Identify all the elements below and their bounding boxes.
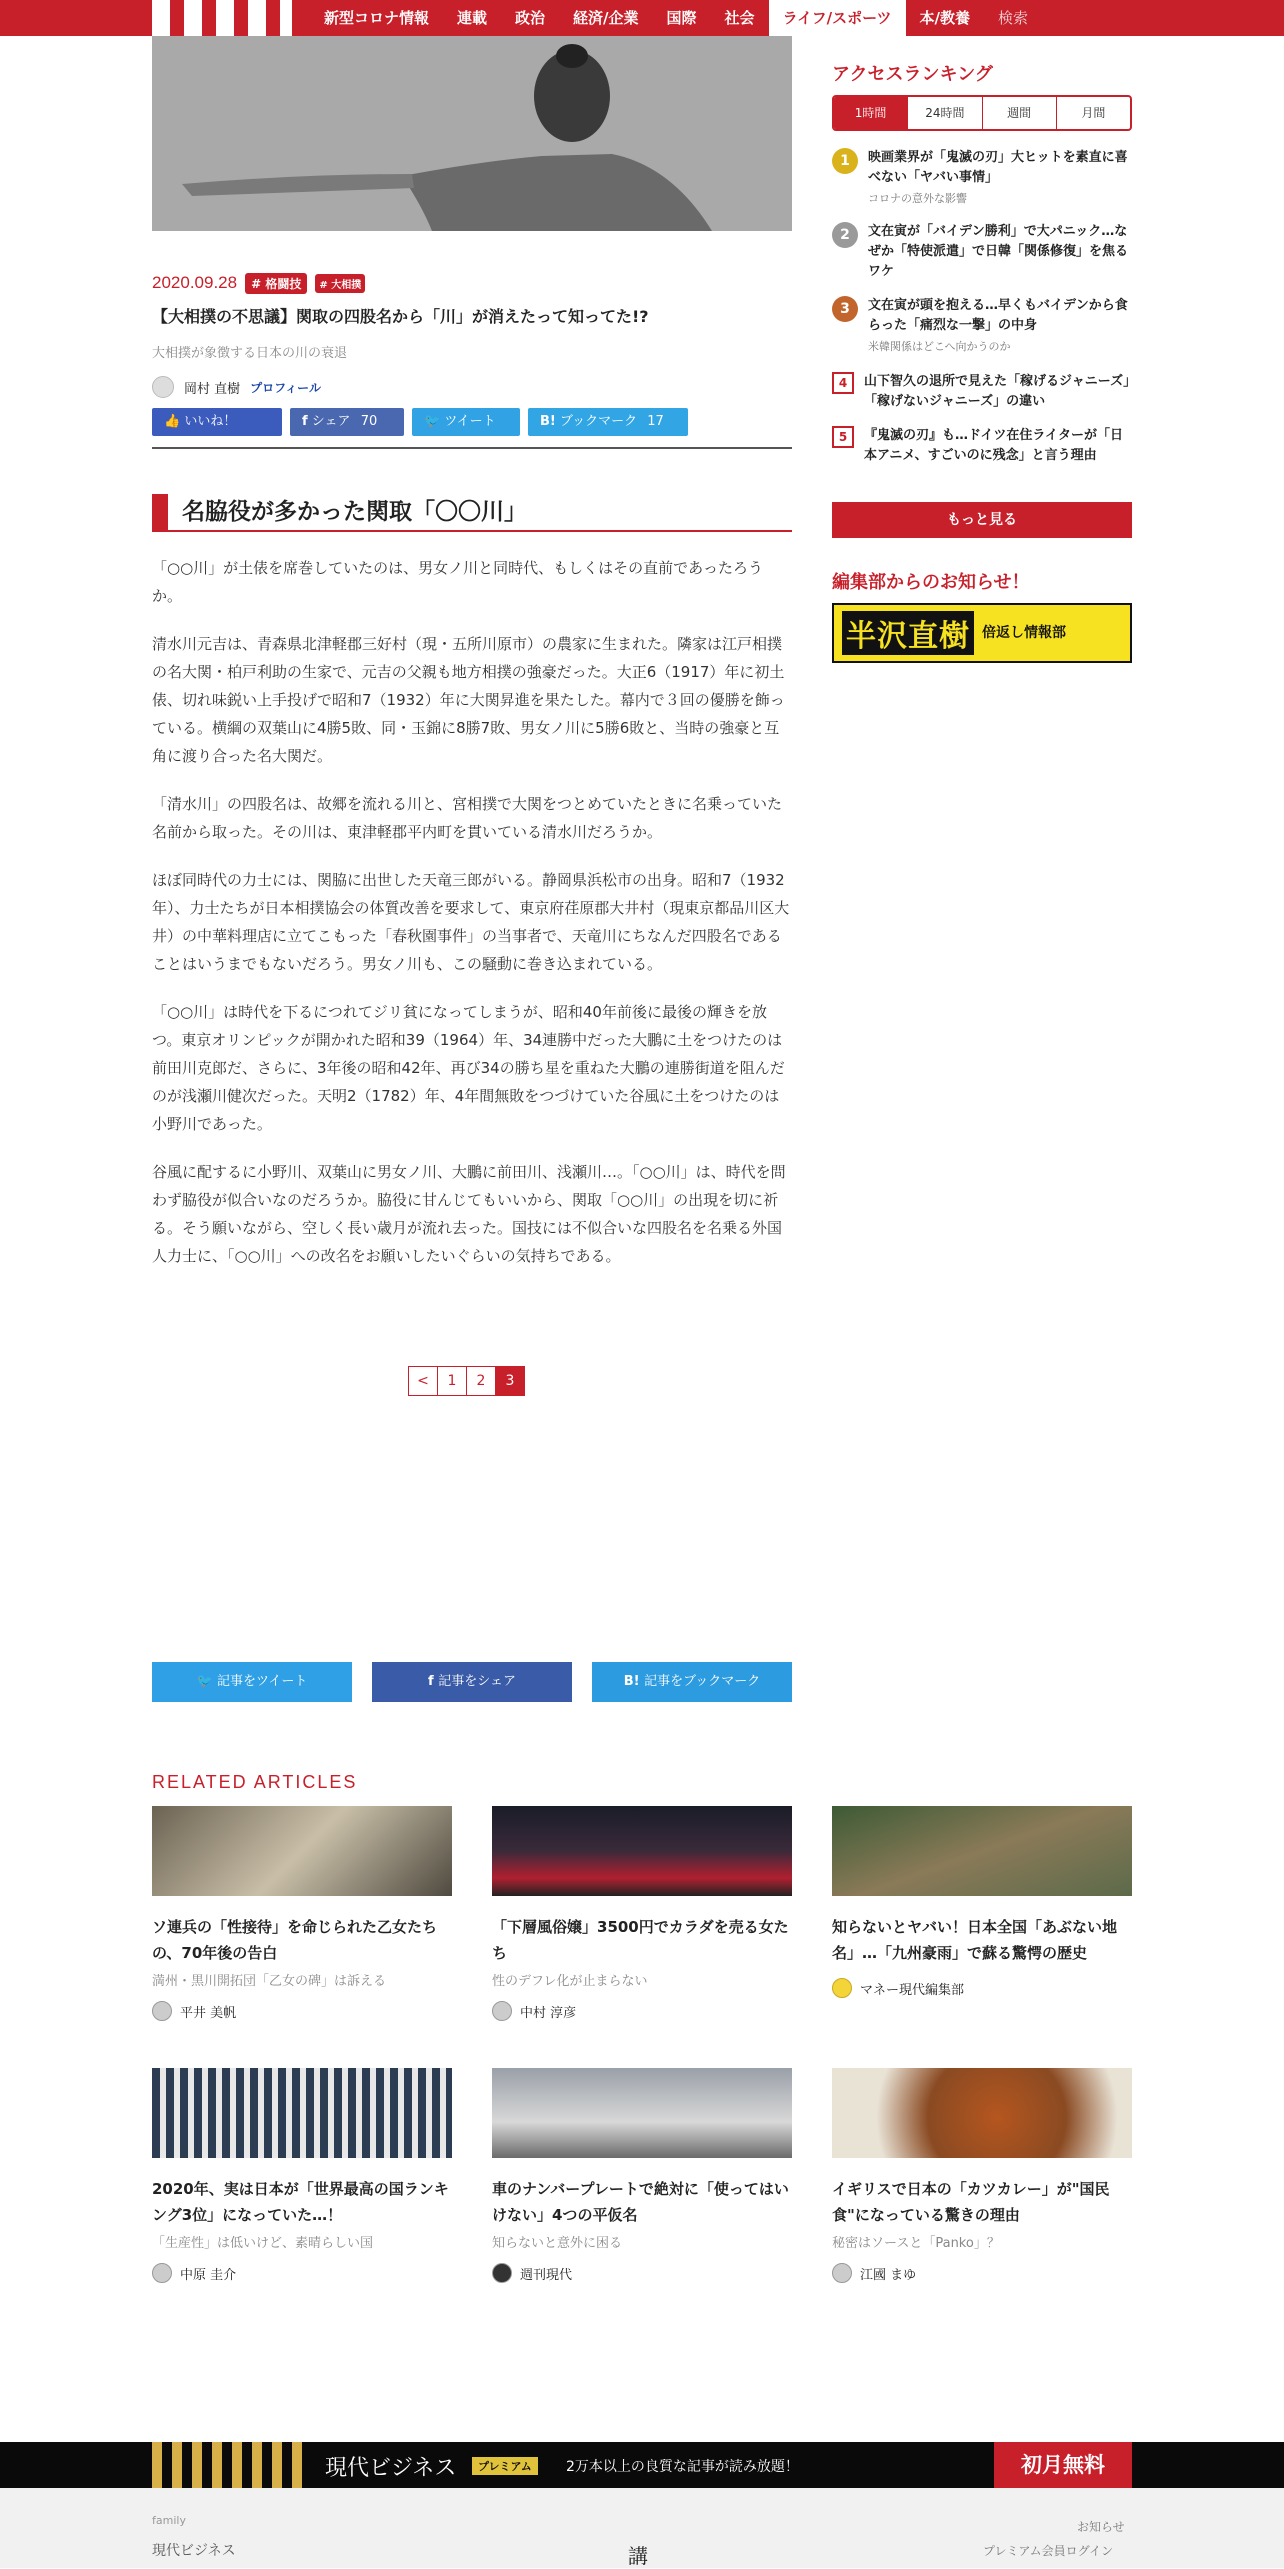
tweet-label: ツイート — [444, 414, 496, 429]
ranking-title[interactable]: 文在寅が「バイデン勝利」で大パニック…なぜか「特使派遣」で日韓「関係修復」を焦るワケ — [868, 224, 1129, 279]
hatena-icon: B! — [540, 414, 556, 429]
ranking-heading: アクセスランキング — [832, 64, 993, 85]
avatar — [152, 2001, 172, 2021]
related-thumbnail[interactable] — [152, 2068, 452, 2158]
footer-site-logo[interactable]: 現代ビジネス — [152, 2543, 236, 2559]
article-date: 2020.09.28 — [152, 273, 238, 292]
avatar — [832, 1978, 852, 1998]
like-label: いいね！ — [184, 414, 237, 429]
paragraph: 谷風に配するに小野川、双葉山に男女ノ川、大鵬に前田川、浅瀬川…。「○○川」は、時代を問わず脇役が似合いなのだろうか。脇役に甘んじてもいいから、関取「○○川」の出現を切に祈る。そう願いながら、空しく長い歳月が流れ去った。国技には不似合いな四股名を名乗る外国人力士に、「○○川」への改名をお願いしたいぐらいの気持ちである。 — [152, 1163, 786, 1265]
author-row — [152, 375, 321, 399]
nav-item-corona[interactable]: 新型コロナ情報 — [324, 9, 430, 27]
avatar — [492, 2001, 512, 2021]
rank-badge: 5 — [832, 426, 854, 448]
paragraph: ほぼ同時代の力士には、関脇に出世した天竜三郎がいる。静岡県浜松市の出身。昭和7（1932年）、力士たちが日本相撲協会の体質改善を要求して、東京府荏原郡大井村（現東京都品川区大井）の中華料理店に立てこもった「春秋園事件」の当事者で、天竜川にちなんだ四股名であることはいうまでもないだろう。男女ノ川も、この騒動に巻き込まれている。 — [152, 871, 790, 973]
twitter-icon: 🐦 — [424, 414, 441, 429]
article-tweet-label: 記事をツイート — [216, 1674, 308, 1689]
nav-item-series[interactable]: 連載 — [457, 9, 488, 27]
ranking-title[interactable]: 山下智久の退所で見えた「稼げるジャニーズ」「稼げないジャニーズ」の違い — [864, 374, 1130, 409]
related-author — [492, 2263, 792, 2283]
related-heading: RELATED ARTICLES — [152, 1772, 358, 1792]
pager-page-1[interactable]: 1 — [437, 1366, 467, 1396]
related-article[interactable] — [832, 2068, 1132, 2283]
ranking-sub: 米韓関係はどこへ向かうのか — [868, 340, 1011, 353]
facebook-icon: f — [428, 1674, 439, 1689]
article-bookmark-label: 記事をブックマーク — [644, 1674, 761, 1689]
author-name: 江國 まゆ — [860, 2267, 917, 2283]
article-title: 【大相撲の不思議】関取の四股名から「川」が消えたって知ってた!? — [152, 307, 649, 326]
related-thumbnail[interactable] — [492, 1806, 792, 1896]
related-author — [832, 1978, 1132, 1998]
nav-item-search[interactable]: 検索 — [998, 9, 1029, 27]
fb-share-label: シェア — [311, 414, 351, 429]
ranking-sub: コロナの意外な影響 — [868, 192, 967, 205]
related-article[interactable] — [152, 2068, 452, 2283]
profile-link[interactable]: プロフィール — [250, 380, 321, 395]
author-name: マネー現代編集部 — [860, 1982, 965, 1998]
paragraph: 清水川元吉は、青森県北津軽郡三好村（現・五所川原市）の農家に生まれた。隣家は江戸相撲の名大関・柏戸利助の生家で、元吉の父親も地方相撲の強豪だった。大正6（1917）年に初土俵、切れ味鋭い上手投げで昭和7（1932）年に大関昇進を果たした。幕内で３回の優勝を飾っている。横綱の双葉山に4勝5敗、同・玉錦に8勝7敗、男女ノ川に5勝6敗と、当時の強豪と互角に渡り合った名大関だ。 — [152, 635, 785, 765]
related-author — [832, 2263, 1132, 2283]
ranking-item[interactable] — [832, 222, 1132, 282]
tab-24h[interactable]: 24時間 — [907, 97, 981, 129]
twitter-icon: 🐦 — [196, 1674, 217, 1689]
like-button[interactable] — [152, 408, 282, 436]
related-author — [492, 2001, 792, 2021]
footer-login-link[interactable]: プレミアム会員ログイン — [983, 2544, 1114, 2558]
related-thumbnail[interactable] — [152, 1806, 452, 1896]
bottom-share-row — [152, 1662, 792, 1702]
tag-martial-arts[interactable]: # 格闘技 — [245, 273, 307, 294]
rank-badge: 3 — [832, 296, 858, 322]
ranking-item[interactable] — [832, 296, 1132, 354]
hatena-count: 17 — [647, 414, 664, 429]
footer — [0, 2488, 1284, 2568]
pager-prev[interactable]: < — [408, 1366, 438, 1396]
top-nav — [0, 0, 1284, 36]
site-logo[interactable] — [152, 0, 292, 36]
hatena-icon: B! — [623, 1674, 645, 1689]
related-subtitle: 性のデフレ化が止まらない — [492, 1974, 648, 1989]
tab-monthly[interactable]: 月間 — [1056, 97, 1130, 129]
article-bookmark-button[interactable] — [592, 1662, 792, 1702]
related-subtitle: 知らないと意外に困る — [492, 2236, 623, 2251]
more-button[interactable]: もっと見る — [832, 502, 1132, 538]
footer-notice-link[interactable]: お知らせ — [1077, 2520, 1125, 2534]
author-name: 中村 淳彦 — [520, 2005, 577, 2021]
nav-item-life-sports[interactable]: ライフ/スポーツ — [769, 0, 906, 36]
hatena-bookmark-button[interactable] — [528, 408, 688, 436]
rank-badge: 2 — [832, 222, 858, 248]
banner-subtitle: 倍返し情報部 — [982, 625, 1066, 641]
pagination — [408, 1366, 524, 1396]
tag-sumo[interactable]: # 大相撲 — [315, 274, 365, 293]
premium-name: 現代ビジネス — [325, 2456, 457, 2481]
related-thumbnail[interactable] — [492, 2068, 792, 2158]
related-thumbnail[interactable] — [832, 2068, 1132, 2158]
author-avatar — [152, 376, 174, 398]
tweet-button[interactable] — [412, 408, 520, 436]
premium-text: 2万本以上の良質な記事が読み放題！ — [566, 2459, 799, 2475]
share-row — [152, 408, 688, 436]
ranking-title[interactable]: 『鬼滅の刃』も…ドイツ在住ライターが「日本アニメ、すごいのに残念」と言う理由 — [864, 428, 1123, 463]
related-author — [152, 2001, 452, 2021]
footer-kodansha-logo[interactable]: 講 — [628, 2544, 648, 2568]
ranking-title[interactable]: 映画業界が「鬼滅の刃」大ヒットを素直に喜べない「ヤバい事情」 — [868, 150, 1128, 185]
related-article[interactable] — [832, 1806, 1132, 1998]
paragraph: 「○○川」は時代を下るにつれてジリ貧になってしまうが、昭和40年前後に最後の輝きを放つ。東京オリンピックが開かれた昭和39（1964）年、34連勝中だった大鵬に土をつけたのは前田川克郎だ、さらに、3年後の昭和42年、再び34の勝ち星を重ねた大鵬の連勝街道を阻んだのが浅瀬川健次だった。天明2（1782）年、4年間無敗をつづけていた谷風に土をつけたのは小野川であった。 — [152, 1003, 785, 1133]
pager-page-3[interactable]: 3 — [495, 1366, 525, 1396]
hanzawa-banner[interactable] — [832, 603, 1132, 663]
paragraph: 「○○川」が土俵を席巻していたのは、男女ノ川と同時代、もしくはその直前であったろうか。 — [152, 559, 764, 605]
footer-family: family — [152, 2514, 186, 2527]
fb-share-count: 70 — [360, 414, 378, 429]
divider — [152, 447, 792, 449]
facebook-share-button[interactable] — [290, 408, 404, 436]
article-subtitle: 大相撲が象徴する日本の川の衰退 — [152, 346, 348, 361]
ranking-item[interactable] — [832, 372, 1132, 412]
premium-badge: プレミアム — [472, 2457, 538, 2475]
thumbs-up-icon: 👍 — [164, 414, 181, 429]
pager-page-2[interactable]: 2 — [466, 1366, 496, 1396]
author-name: 週刊現代 — [520, 2267, 573, 2283]
ranking-tabs — [832, 95, 1132, 131]
nav-item-books[interactable]: 本/教養 — [919, 9, 971, 27]
related-article[interactable] — [492, 2068, 792, 2283]
related-subtitle: 満州・黒川開拓団「乙女の碑」は訴える — [152, 1974, 387, 1989]
article-share-button[interactable] — [372, 1662, 572, 1702]
paragraph: 「清水川」の四股名は、故郷を流れる川と、宮相撲で大関をつとめていたときに名乗っていた名前から取った。その川は、東津軽郡平内町を貫いている清水川だろうか。 — [152, 795, 783, 841]
section-heading: 名脇役が多かった関取「〇〇川」 — [152, 494, 792, 532]
nav-item-international[interactable]: 国際 — [666, 9, 697, 27]
notice-heading: 編集部からのお知らせ！ — [832, 572, 1030, 593]
nav-item-politics[interactable]: 政治 — [515, 9, 546, 27]
nav-item-economy[interactable]: 経済/企業 — [573, 9, 639, 27]
related-title[interactable]: ソ連兵の「性接待」を命じられた乙女たちの、70年後の告白 — [152, 1918, 438, 1962]
related-article[interactable] — [492, 1806, 792, 2021]
author-name: 中原 圭介 — [180, 2267, 237, 2283]
related-title[interactable]: イギリスで日本の「カツカレー」が"国民食"になっている驚きの理由 — [832, 2180, 1110, 2224]
related-title[interactable]: 知らないとヤバい！日本全国「あぶない地名」…「九州豪雨」で蘇る驚愕の歴史 — [832, 1918, 1118, 1962]
avatar — [492, 2263, 512, 2283]
author-name: 平井 美帆 — [180, 2005, 237, 2021]
hero-image — [152, 36, 792, 231]
ranking-item[interactable] — [832, 148, 1132, 206]
article-body — [152, 554, 792, 1290]
related-subtitle: 「生産性」は低いけど、素晴らしい国 — [152, 2236, 374, 2251]
article-share-label: 記事をシェア — [438, 1674, 516, 1689]
tab-weekly[interactable]: 週間 — [982, 97, 1056, 129]
hatena-label: ブックマーク — [559, 414, 638, 429]
related-title[interactable]: 2020年、実は日本が「世界最高の国ランキング3位」になっていた…！ — [152, 2180, 449, 2224]
rank-badge: 4 — [832, 372, 854, 394]
related-subtitle: 秘密はソースと「Panko」？ — [832, 2236, 1000, 2251]
nav-item-society[interactable]: 社会 — [724, 9, 755, 27]
avatar — [152, 2263, 172, 2283]
article-meta — [152, 272, 792, 294]
nav-list — [310, 0, 1042, 36]
ranking-title[interactable]: 文在寅が頭を抱える…早くもバイデンから食らった「痛烈な一撃」の中身 — [868, 298, 1128, 333]
related-author — [152, 2263, 452, 2283]
avatar — [832, 2263, 852, 2283]
banner-title: 半沢直樹 — [842, 611, 974, 655]
free-trial-button[interactable]: 初月無料 — [994, 2442, 1132, 2488]
related-title[interactable]: 車のナンバープレートで絶対に「使ってはいけない」4つの平仮名 — [492, 2180, 789, 2224]
author-name[interactable]: 岡村 直樹 — [184, 381, 241, 397]
related-article[interactable] — [152, 1806, 452, 2021]
tab-1h[interactable]: 1時間 — [834, 97, 907, 129]
related-thumbnail[interactable] — [832, 1806, 1132, 1896]
facebook-icon: f — [302, 414, 308, 429]
rank-badge: 1 — [832, 148, 858, 174]
article-tweet-button[interactable] — [152, 1662, 352, 1702]
ranking-item[interactable] — [832, 426, 1132, 466]
premium-logo — [152, 2442, 302, 2488]
related-title[interactable]: 「下層風俗嬢」3500円でカラダを売る女たち — [492, 1918, 789, 1962]
premium-bar[interactable] — [0, 2442, 1284, 2488]
